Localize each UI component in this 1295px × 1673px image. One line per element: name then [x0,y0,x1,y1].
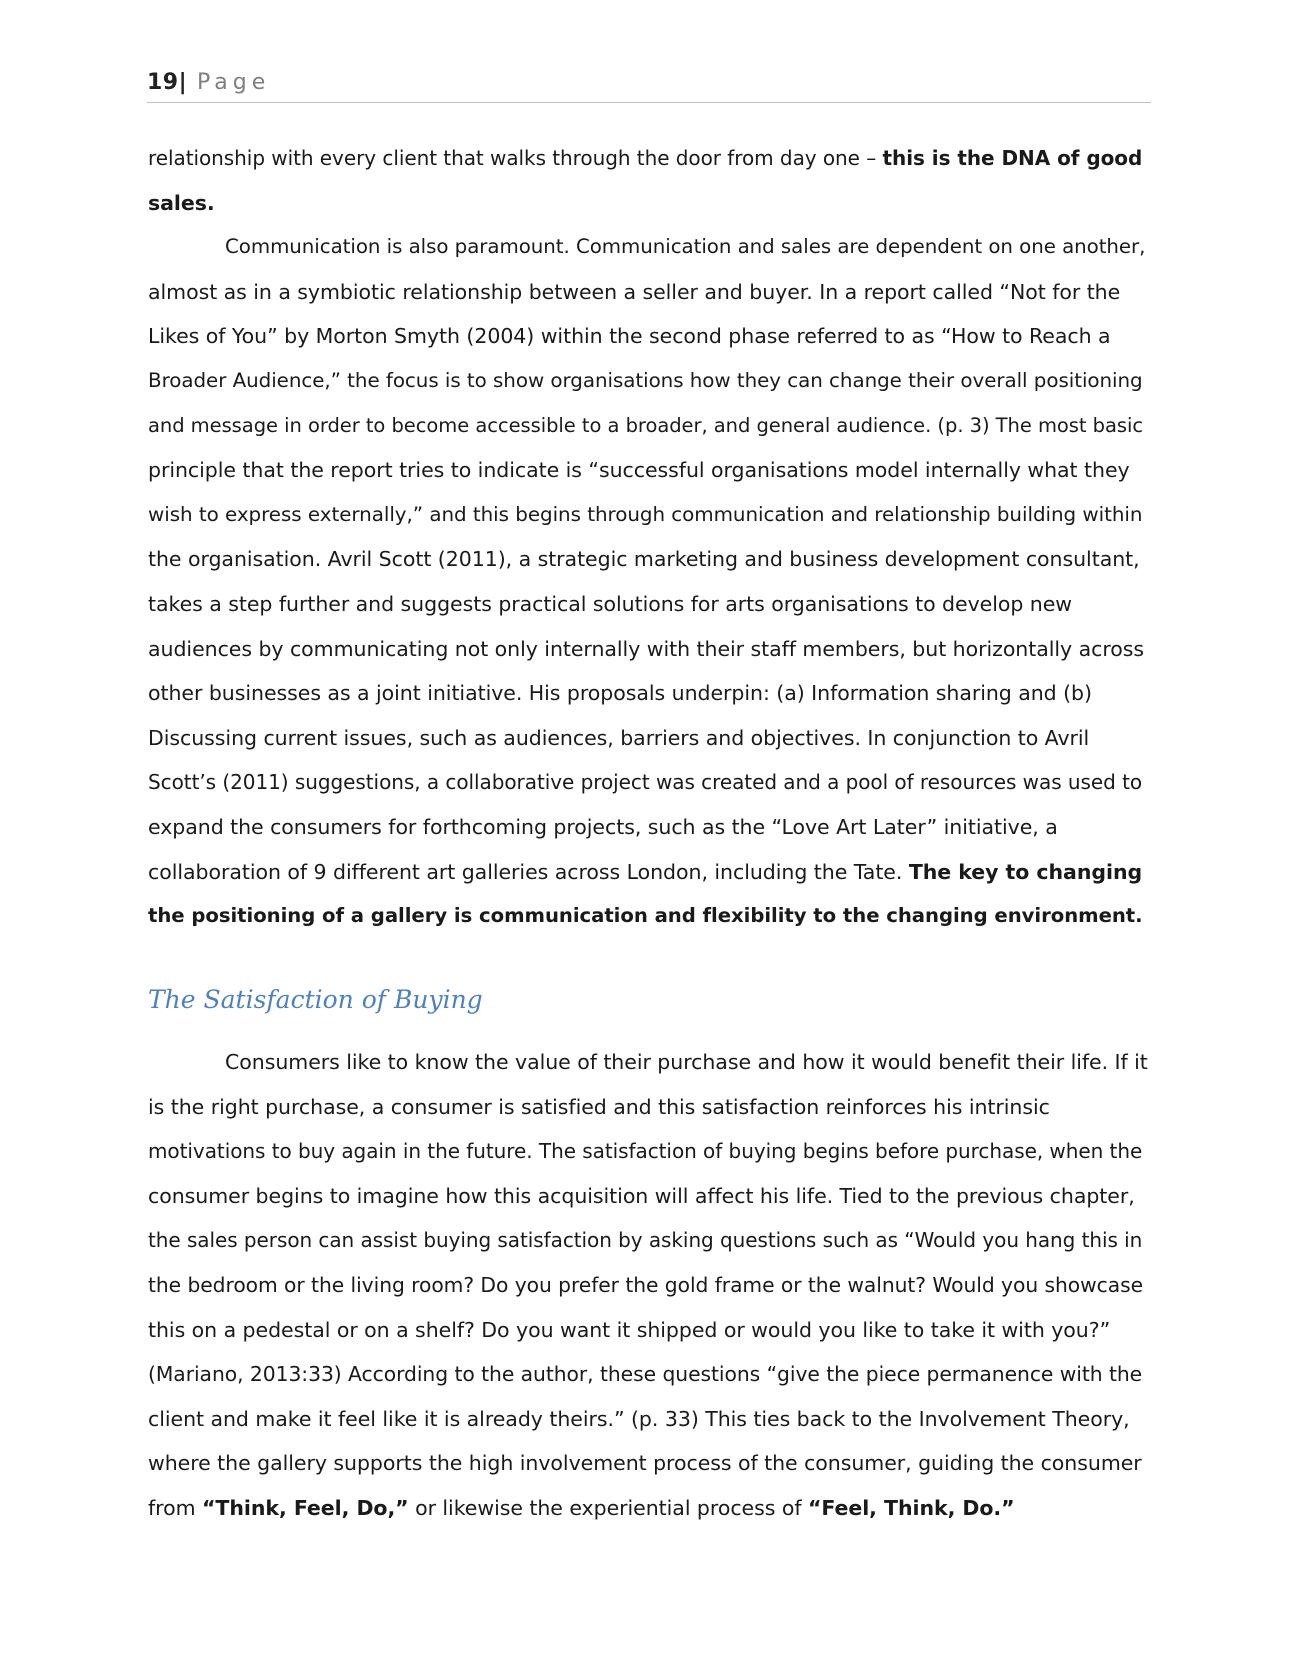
text-line [148,1441,1148,1486]
text-line [148,1486,1148,1531]
text-line [148,1308,1148,1353]
text-run: audiences by communicating not only internally with their staff members, but horizontally across [148,636,1145,661]
bold-text-run: this is the DNA of good [882,146,1143,170]
bold-text-run: the positioning of a gallery is communication and flexibility to the changing environment. [148,904,1143,928]
text-run: client and make it feel like it is already theirs.” (p. 33) This ties back to the Involvement Theory, [148,1406,1130,1431]
text-line [148,404,1148,449]
text-line [148,1129,1148,1174]
text-run: and message in order to become accessible to a broader, and general audience. (p. 3) The most basic [148,413,1143,437]
text-line [148,582,1148,627]
text-line [148,1352,1148,1397]
page-header [147,66,1151,103]
section-1-body [148,136,1148,939]
paragraph-first-line [148,225,1148,270]
text-run: wish to express externally,” and this begins through communication and relationship building within [148,502,1143,526]
paragraph-first-line [148,1040,1148,1085]
page-number: 19| [147,70,188,95]
text-run: Discussing current issues, such as audiences, barriers and objectives. In conjunction to Avril [148,725,1090,750]
text-run: the sales person can assist buying satisfaction by asking questions such as “Would you hang this in [148,1228,1143,1253]
text-run: motivations to buy again in the future. The satisfaction of buying begins before purchase, when the [148,1139,1143,1164]
text-line [148,850,1148,895]
text-run: Likes of You” by Morton Smyth (2004) within the second phase referred to as “How to Reach a [148,324,1111,349]
text-run: (Mariano, 2013:33) According to the author, these questions “give the piece permanence with the [148,1362,1143,1387]
text-run: takes a step further and suggests practical solutions for arts organisations to develop new [148,591,1073,616]
text-run: Communication is also paramount. Communication and sales are dependent on one another, [225,235,1146,259]
text-run: or likewise the experiential process of [408,1495,808,1520]
page-label: Page [197,70,271,95]
text-run: consumer begins to imagine how this acquisition will affect his life. Tied to the previous chapter, [148,1183,1135,1208]
text-line [148,1397,1148,1442]
text-line [148,136,1148,181]
text-line [148,1218,1148,1263]
text-line [148,716,1148,761]
text-run: the bedroom or the living room? Do you prefer the gold frame or the walnut? Would you showcase [148,1272,1143,1297]
section-2-body [148,1040,1148,1531]
text-line [148,181,1148,226]
text-run: relationship with every client that walks through the door from day one – [148,146,883,170]
bold-text-run: “Feel, Think, Do.” [807,1495,1015,1520]
text-run: collaboration of 9 different art galleries across London, including the Tate. [148,859,909,884]
text-run: Scott’s (2011) suggestions, a collaborative project was created and a pool of resources was used to [148,770,1143,795]
text-line [148,627,1148,672]
text-line [148,448,1148,493]
bold-text-run: The key to changing [908,859,1143,884]
text-line [148,1263,1148,1308]
text-run: where the gallery supports the high involvement process of the consumer, guiding the consumer [148,1451,1142,1476]
text-run: this on a pedestal or on a shelf? Do you want it shipped or would you like to take it with you?” [148,1317,1111,1342]
text-line [148,1085,1148,1130]
bold-text-run: sales. [148,190,215,215]
text-line [148,270,1148,315]
text-line [148,359,1148,404]
text-run: almost as in a symbiotic relationship between a seller and buyer. In a report called “Not for the [148,279,1121,304]
text-run: is the right purchase, a consumer is satisfied and this satisfaction reinforces his intrinsic [148,1094,1050,1119]
section-heading: The Satisfaction of Buying [148,985,483,1014]
text-line [148,760,1148,805]
text-run: expand the consumers for forthcoming projects, such as the “Love Art Later” initiative, a [148,814,1058,839]
text-line [148,1174,1148,1219]
text-line [148,894,1148,939]
bold-text-run: “Think, Feel, Do,” [201,1495,409,1520]
text-run: principle that the report tries to indicate is “successful organisations model internally what they [148,458,1130,483]
text-line [148,493,1148,538]
text-run: Broader Audience,” the focus is to show organisations how they can change their overall positioning [148,368,1143,392]
text-run: from [148,1495,202,1520]
text-run: other businesses as a joint initiative. His proposals underpin: (a) Information sharing and (b) [148,681,1092,706]
text-line [148,537,1148,582]
text-line [148,671,1148,716]
text-line [148,314,1148,359]
text-run: Consumers like to know the value of their purchase and how it would benefit their life. If it [225,1050,1148,1074]
text-run: the organisation. Avril Scott (2011), a strategic marketing and business development consultant, [148,547,1140,572]
text-line [148,805,1148,850]
